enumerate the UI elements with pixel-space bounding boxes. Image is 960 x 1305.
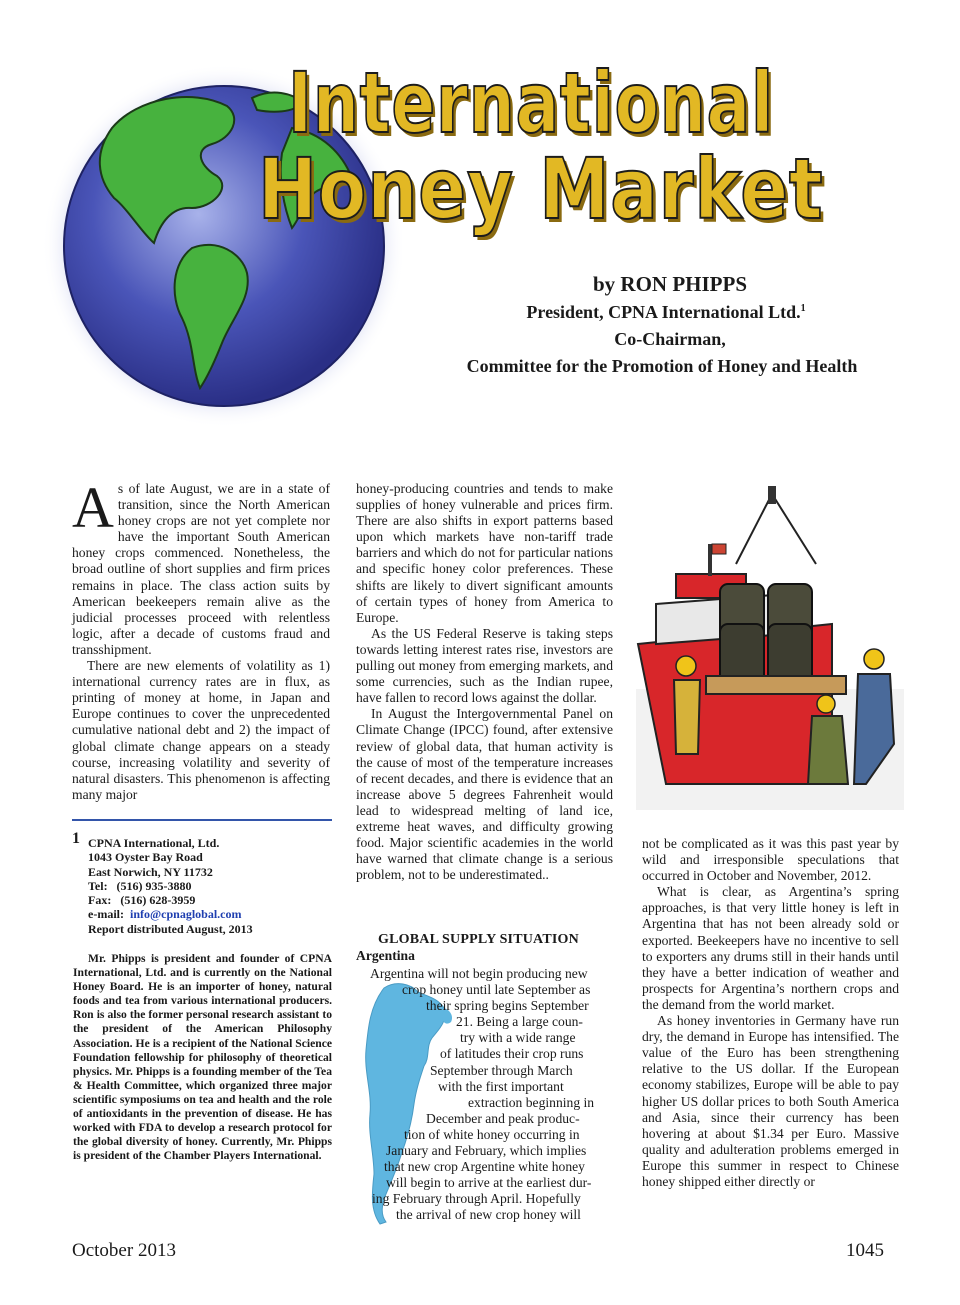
page-number: 1045 [846,1240,884,1261]
paragraph: As honey inventories in Germany have run dry, the demand in Europe has intensified. The value of the Euro has been strengthening relative to the US dollar. If the European economy stabilizes, Europe will be able to pay higher US dollar prices to both South America and Asia, since their currency has been hovering at about $1.34 per Euro. Massive quality and adulteration problems emerged in Europe this summer in respect to Chinese honey shipped either directly or [642,1013,899,1189]
ship-unloading-illustration [636,484,904,810]
company-name: CPNA International, Ltd. [88,836,220,850]
text-line: the arrival of new crop honey will [396,1207,581,1223]
paragraph: What is clear, as Argentina’s spring approaches, is that very little honey is left in Argentina that has not been already sold or exported. Beekeepers have no incentive to sell to exporters any drums still in their hands until they have a better indication of weather and prospects for Argentina’s northern crops and the demand from the world market. [642,884,899,1012]
email-line [88,907,253,921]
paragraph: not be complicated as it was this past year by wild and irresponsible speculations that occurred in October and November, 2012. [642,836,899,884]
footnote-divider [72,819,332,821]
text-line: January and February, which implies [386,1143,587,1159]
argentina-text [356,966,613,1224]
email-label: e-mail: [88,907,124,922]
text-line: will begin to arrive at the earliest dur- [386,1175,592,1191]
fax: Fax: (516) 628-3959 [88,893,196,908]
footnote-address [88,836,253,936]
section-heading: GLOBAL SUPPLY SITUATION [378,932,579,947]
paragraph: As the US Federal Reserve is taking steps towards letting interest rates rise, investors are pulling out money from emerging markets, and some currencies, such as the Indian rupee, have fallen to record lows against the dollar. [356,625,613,706]
text-line: tion of white honey occurring in [404,1126,580,1142]
paragraph: In August the Intergovernmental Panel on Climate Change (IPCC) found, after extensive review of global data, that human activity is the cause of most of the temperature increases of recent decades, and there is evidence that an increase above 5 degrees Fahrenheit would lead to widespread melting of land ice, extreme heat waves, and difficulty growing food. Major scientific academies in the world have warned that climate change is a serious problem, not to be underestimated.. [356,706,613,883]
text-line: extraction beginning in [468,1094,595,1110]
footnote-number: 1 [72,830,80,847]
committee-name: Committee for the Promotion of Honey and Health [466,356,858,376]
city-address: East Norwich, NY 11732 [88,864,213,879]
street-address: 1043 Oyster Bay Road [88,850,203,865]
text-line: their spring begins September [426,998,589,1014]
column-2 [356,481,613,883]
column-1 [72,475,330,803]
text-line: 21. Being a large coun- [456,1014,583,1030]
author-bio: Mr. Phipps is president and founder of CPNA International, Ltd. and is currently on the National Honey Board. He is an importer of honey, natural foods and tea from various international producers. Ron is also the former personal research assistant to the president of the American Philosophy Association. He is a recipient of the National Science Foundation fellowship for philosophy of theoretical physics. Mr. Phipps is a founding member of the Tea & Health Committee, which organized three major scientific symposiums on tea and health and the role of antioxidants in the prevention of disease. He has worked with FDA to develop a research protocol for the global diversity of honey. Currently, Mr. Phipps is president of the Chamber Players International. [73,952,332,1163]
issue-date: October 2013 [72,1240,176,1261]
paragraph: honey-producing countries and tends to make supplies of honey vulnerable and prices firm. There are also shifts in export patterns based upon which markets have non-tariff trade barriers and which do not for particular nations and specific honey color preferences. These shifts are likely to divert significant amounts of certain types of honey from America to Europe. [356,481,613,625]
paragraph-text: s of late August, we are in a state of transition, since the North American honey crops are not yet complete nor have the important South American honey crops commenced. Nonetheless, the broad outline of short supplies and firm prices remains in place. The class action suits by American beekeepers remain alive as the judicial processes proceed with relentless logic, after a decade of customs fraud and transshipment. [72,481,330,657]
text-line: that new crop Argentine white honey [384,1159,585,1175]
paragraph [72,475,330,658]
drop-cap: A [72,475,114,540]
column-3 [642,836,899,1190]
paragraph: There are new elements of volatility as 1) international currency rates are in flux, as printing of money at home, in Japan and Europe continues to cover the unprecedented cumulative national debt and 2) the impact of global climate change appears on a steady course, increasing volatility and severity of natural disasters. This phenomenon is affecting many major [72,658,330,802]
byline: by RON PHIPPS [592,272,747,296]
email-link[interactable]: info@cpnaglobal.com [129,907,242,922]
footnote-marker: 1 [800,303,806,314]
text-line: ing February through April. Hopefully [372,1191,581,1207]
text-line: of latitudes their crop runs [440,1046,584,1062]
title-line-2: Honey Market [258,140,824,238]
author-position: President, CPNA International Ltd.$^1$ [526,302,806,322]
title-line-1: International [288,54,774,152]
text-line: with the first important [438,1078,564,1094]
text-line: try with a wide range [460,1030,576,1046]
sub-heading: Argentina [356,948,415,963]
text-line: crop honey until late September as [402,982,591,998]
phone: Tel: (516) 935-3880 [88,878,192,893]
author-role: Co-Chairman, [614,329,726,349]
text-line: September through March [430,1062,573,1078]
text-line: December and peak produc- [426,1110,580,1126]
distribution-date: Report distributed August, 2013 [88,921,253,936]
text-line: Argentina will not begin producing new [370,966,588,981]
